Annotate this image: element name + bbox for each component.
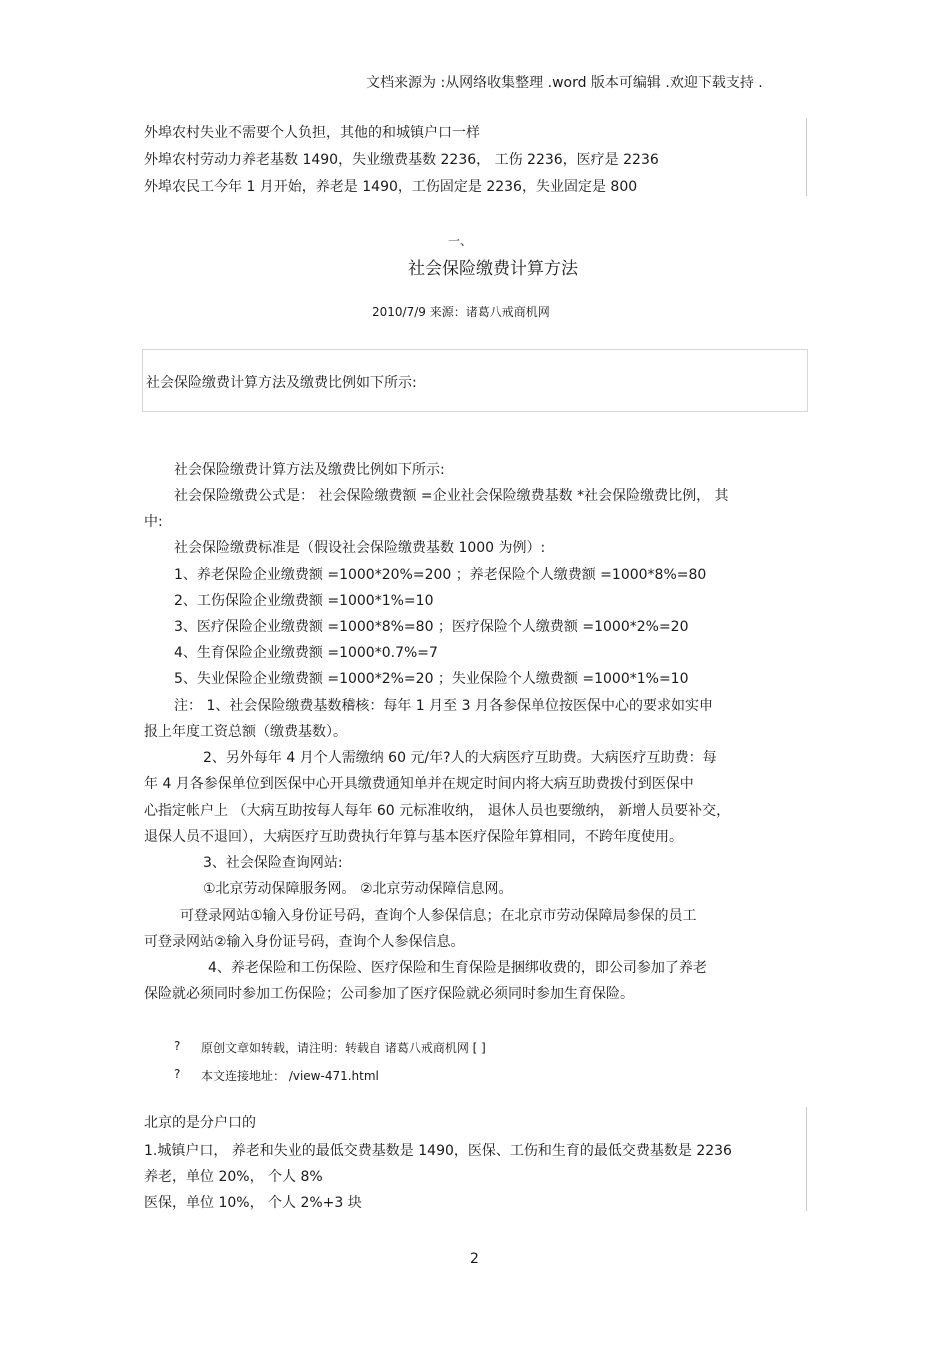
body-line: 中: (144, 514, 163, 530)
body-line: 年 4 月各参保单位到医保中心开具缴费通知单并在规定时间内将大病互助费拨付到医保中 (144, 776, 694, 792)
body-line: 心指定帐户上 （大病互助按每人每年 60 元标准收纳， 退休人员也要缴纳， 新增人员要补交， (144, 803, 731, 819)
intro-line-3: 外埠农民工今年 1 月开始，养老是 1490，工伤固定是 2236，失业固定是 800 (144, 179, 638, 195)
intro-line-1: 外埠农村失业不需要个人负担，其他的和城镇户口一样 (144, 125, 480, 141)
footnote-bullet: ? (174, 1067, 181, 1081)
body-line: 报上年度工资总额（缴费基数）。 (144, 724, 347, 740)
summary-box-text: 社会保险缴费计算方法及缴费比例如下所示: (146, 375, 417, 391)
footnote-bullet: ? (174, 1039, 181, 1053)
page-number: 2 (470, 1251, 479, 1267)
body-line: 可登录网站②输入身份证号码，查询个人参保信息。 (144, 934, 465, 950)
right-margin-rule (806, 1107, 807, 1211)
beijing-line: 1.城镇户口， 养老和失业的最低交费基数是 1490，医保、工伤和生育的最低交费基数是 2236 (144, 1143, 732, 1159)
footnote-repost: 原创文章如转载，请注明：转载自 诸葛八戒商机网 [ ] (201, 1041, 486, 1055)
beijing-line: 医保，单位 10%， 个人 2%+3 块 (144, 1195, 362, 1211)
right-margin-rule (806, 118, 807, 196)
body-line: 社会保险缴费计算方法及缴费比例如下所示: (174, 462, 445, 478)
body-line: ①北京劳动保障服务网。 ②北京劳动保障信息网。 (203, 881, 513, 897)
body-line: 2、另外每年 4 月个人需缴纳 60 元/年?人的大病医疗互助费。大病医疗互助费：每 (203, 750, 717, 766)
body-line: 2、工伤保险企业缴费额 =1000*1%=10 (174, 593, 434, 609)
body-line: 3、医疗保险企业缴费额 =1000*8%=80 ；医疗保险个人缴费额 =1000*2%=20 (174, 619, 689, 635)
article-meta: 2010/7/9 来源：诸葛八戒商机网 (372, 305, 550, 319)
body-line: 保险就必须同时参加工伤保险；公司参加了医疗保险就必须同时参加生育保险。 (144, 986, 634, 1002)
body-line: 社会保险缴费标准是（假设社会保险缴费基数 1000 为例）: (174, 540, 546, 556)
article-title: 社会保险缴费计算方法 (408, 259, 578, 279)
body-line: 注： 1、社会保险缴费基数稽核：每年 1 月至 3 月各参保单位按医保中心的要求如实申 (174, 698, 713, 714)
body-line: 4、生育保险企业缴费额 =1000*0.7%=7 (174, 645, 438, 661)
intro-line-2: 外埠农村劳动力养老基数 1490，失业缴费基数 2236， 工伤 2236，医疗是 2236 (144, 152, 659, 168)
body-line: 退保人员不退回），大病医疗互助费执行年算与基本医疗保险年算相同，不跨年度使用。 (144, 829, 683, 845)
footnote-link[interactable]: 本文连接地址： /view-471.html (201, 1069, 379, 1083)
beijing-heading: 北京的是分户口的 (144, 1115, 256, 1131)
body-line: 1、养老保险企业缴费额 =1000*20%=200 ；养老保险个人缴费额 =1000*8%=80 (174, 567, 707, 583)
body-line: 可登录网站①输入身份证号码，查询个人参保信息；在北京市劳动保障局参保的员工 (180, 908, 697, 924)
section-number: 一、 (448, 234, 473, 248)
body-line: 3、社会保险查询网站: (203, 855, 343, 871)
beijing-line: 养老，单位 20%， 个人 8% (144, 1169, 323, 1185)
body-line: 社会保险缴费公式是： 社会保险缴费额 =企业社会保险缴费基数 *社会保险缴费比例， 其 (174, 488, 729, 504)
body-line: 4、养老保险和工伤保险、医疗保险和生育保险是捆绑收费的，即公司参加了养老 (208, 960, 707, 976)
body-line: 5、失业保险企业缴费额 =1000*2%=20 ；失业保险个人缴费额 =1000*1%=10 (174, 671, 689, 687)
header-note: 文档来源为 :从网络收集整理 .word 版本可编辑 .欢迎下载支持 . (366, 75, 763, 91)
